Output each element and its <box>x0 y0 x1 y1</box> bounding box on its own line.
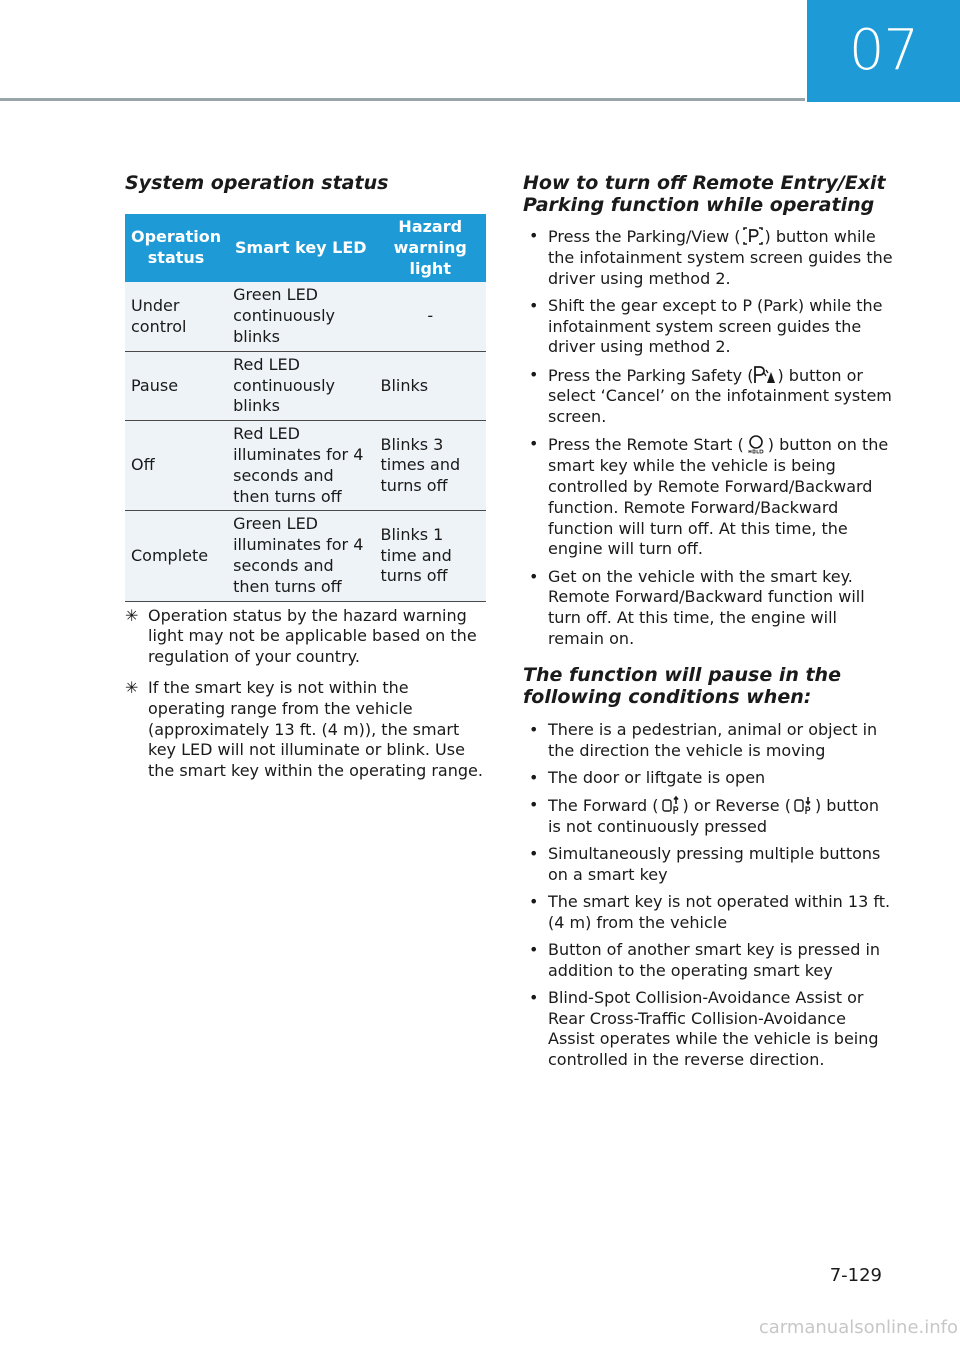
note-text: Operation status by the hazard warning light may not be applicable based on the regulation of your country. <box>148 605 477 667</box>
table-cell: Off <box>125 421 227 511</box>
table-cell: Red LED continuously blinks <box>227 351 374 420</box>
list-item-text: ) button is not continuously pressed <box>548 795 880 836</box>
note <box>125 678 487 782</box>
list-item-text: The Forward ( <box>548 795 659 815</box>
note-text: If the smart key is not within the operating range from the vehicle (approximately 13 ft. (4 m)), the smart key LED will not illuminate or blink. Use the smart key within the operating range. <box>148 677 483 781</box>
left-column <box>125 172 487 782</box>
note <box>125 606 487 668</box>
list-item-text: ) or Reverse ( <box>682 795 791 815</box>
chapter-tab: 07 <box>807 0 960 102</box>
parking-view-icon <box>741 226 765 246</box>
table-cell: Under control <box>125 282 227 351</box>
table-cell: Complete <box>125 511 227 601</box>
table-cell: Green LED continuously blinks <box>227 282 374 351</box>
watermark: carmanualsonline.info <box>758 1317 958 1338</box>
table-cell: Red LED illuminates for 4 seconds and then turns off <box>227 421 374 511</box>
list-item: • The smart key is not operated within 13 ft. (4 m) from the vehicle <box>523 892 893 934</box>
list-item: • There is a pedestrian, animal or object in the direction the vehicle is moving <box>523 720 893 762</box>
table-row <box>125 351 486 420</box>
table-row <box>125 282 486 351</box>
section-heading-pause-conditions: The function will pause in the following conditions when: <box>523 663 841 708</box>
pause-conditions-list <box>523 720 893 1071</box>
page-number: 7-129 <box>829 1265 882 1286</box>
list-item <box>523 365 893 428</box>
forward-icon <box>659 795 683 815</box>
list-item-text: Press the Parking Safety ( <box>548 365 754 385</box>
list-item-text: ) button while the infotainment system screen guides the driver using method 2. <box>548 227 893 288</box>
turn-off-list <box>523 226 893 650</box>
operation-status-table <box>125 214 486 602</box>
asterisk-icon: ✳ <box>125 677 139 697</box>
reverse-icon <box>791 795 815 815</box>
list-item <box>523 434 893 560</box>
column-header-operation-status: Operation status <box>125 214 227 282</box>
list-item-text: ) button on the smart key while the vehicle is being controlled by Remote Forward/Backward function. Remote Forward/Backward function will turn off. At this time, the engine will turn off. <box>548 435 889 559</box>
section-heading-turn-off: How to turn off Remote Entry/Exit Parking function while operating <box>523 172 886 216</box>
table-cell: Pause <box>125 351 227 420</box>
header-rule <box>0 98 805 101</box>
list-item-text: Press the Remote Start ( <box>548 435 744 455</box>
list-item: • Simultaneously pressing multiple buttons on a smart key <box>523 844 893 886</box>
list-item: • Shift the gear except to P (Park) while the infotainment system screen guides the driver using method 2. <box>523 296 893 358</box>
table-row <box>125 511 486 601</box>
asterisk-icon: ✳ <box>125 605 139 625</box>
table-cell: Blinks <box>374 351 486 420</box>
list-item <box>523 226 893 289</box>
remote-start-icon <box>744 434 768 454</box>
table-header-row <box>125 214 486 282</box>
column-header-hazard-light: Hazard warning light <box>374 214 486 282</box>
list-item: • Blind-Spot Collision-Avoidance Assist or Rear Cross-Traffic Collision-Avoidance Assist operates while the vehicle is being controlled in the reverse direction. <box>523 988 893 1071</box>
list-item-text: Press the Parking/View ( <box>548 227 741 246</box>
list-item-text: ) button or select ‘Cancel’ on the infotainment system screen. <box>548 365 892 427</box>
table-row <box>125 421 486 511</box>
section-heading-operation-status: System operation status <box>125 172 389 194</box>
right-column <box>523 172 893 1077</box>
table-cell: Blinks 3 times and turns off <box>374 421 486 511</box>
list-item <box>523 795 893 838</box>
list-item: • Button of another smart key is pressed in addition to the operating smart key <box>523 940 893 982</box>
table-cell: Green LED illuminates for 4 seconds and then turns off <box>227 511 374 601</box>
list-item: • The door or liftgate is open <box>523 768 893 789</box>
table-cell: - <box>374 282 486 351</box>
column-header-smart-key-led: Smart key LED <box>227 214 374 282</box>
parking-safety-icon <box>753 365 777 385</box>
table-cell: Blinks 1 time and turns off <box>374 511 486 601</box>
list-item: • Get on the vehicle with the smart key. Remote Forward/Backward function will turn off. At this time, the engine will remain on. <box>523 567 893 650</box>
